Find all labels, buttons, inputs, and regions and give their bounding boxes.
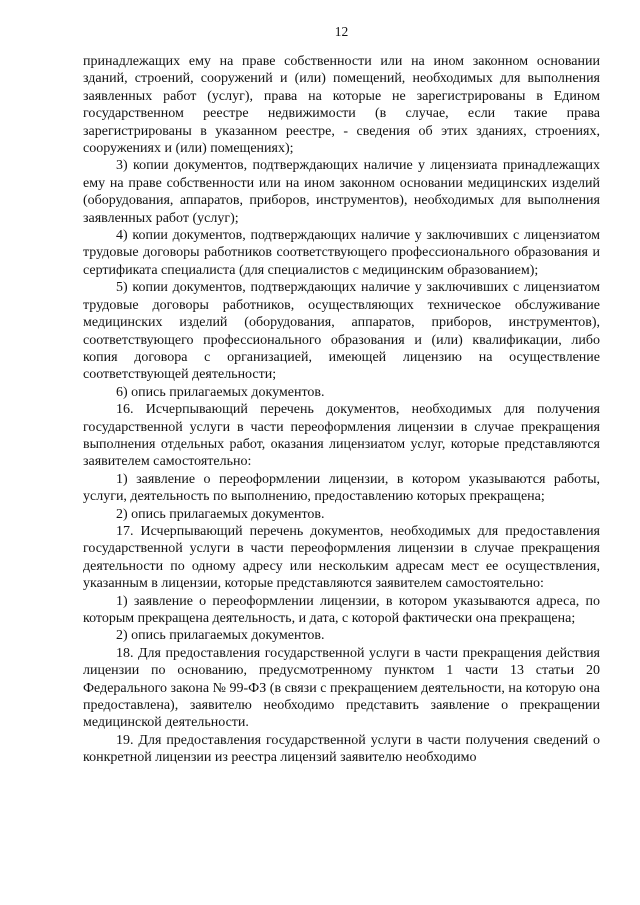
paragraph: 18. Для предоставления государственной услуги в части прекращения действия лицензии по основанию, предусмотренному пунктом 1 части 13 статьи 20 Федерального закона № 99-ФЗ (в связи с прекращением деятельности, на которую она предоставлена), заявителю необходимо представить заявление о прекращении медицинской деятельности.: [83, 645, 600, 731]
paragraph: 2) опись прилагаемых документов.: [116, 628, 325, 644]
document-body: [83, 53, 600, 767]
paragraph: 3) копии документов, подтверждающих наличие у лицензиата принадлежащих ему на праве собственности или на ином законном основании медицинских изделий (оборудования, аппаратов, приборов, инструментов), необходимых для выполнения заявленных работ (услуг);: [83, 158, 600, 226]
page-number: 12: [334, 24, 349, 39]
paragraph: 4) копии документов, подтверждающих наличие у заключивших с лицензиатом трудовые договоры работников соответствующего профессионального образования и сертификата специалиста (для специалистов с медицинским образованием);: [83, 228, 600, 278]
paragraph: принадлежащих ему на праве собственности или на ином законном основании зданий, строений, сооружений и (или) помещений, необходимых для выполнения заявленных работ (услуг), права на которые не зарегистрированы в Едином государственном реестре недвижимости (в случае, если такие права зарегистрированы в указанном реестре, - сведения об этих зданиях, строениях, сооружениях и (или) помещениях);: [83, 54, 600, 157]
paragraph: 1) заявление о переоформлении лицензии, в котором указываются адреса, по которым прекращена деятельность, и дата, с которой фактически она прекращена;: [83, 593, 600, 626]
paragraph: 2) опись прилагаемых документов.: [116, 506, 325, 522]
paragraph: 19. Для предоставления государственной услуги в части получения сведений о конкретной лицензии из реестра лицензий заявителю необходимо: [83, 732, 600, 766]
paragraph: 1) заявление о переоформлении лицензии, в котором указываются работы, услуги, деятельность по выполнению, предоставлению которых прекращена;: [83, 471, 600, 505]
paragraph: 17. Исчерпывающий перечень документов, необходимых для предоставления государственной услуги в части переоформления лицензии в случае прекращения деятельности по одному адресу или нескольким адресам мест ее осуществления, указанным в лицензии, которые представляются заявителем самостоятельно:: [83, 523, 600, 592]
paragraph: 16. Исчерпывающий перечень документов, необходимых для получения государственной услуги в части переоформления лицензии в случае прекращения выполнения отдельных работ, оказания лицензиатом услуг, которые представляются заявителем самостоятельно:: [83, 402, 600, 470]
paragraph: 5) копии документов, подтверждающих наличие у заключивших с лицензиатом трудовые договоры работников, осуществляющих техническое обслуживание медицинских изделий (оборудования, аппаратов, приборов, инструментов), соответствующего профессионального образования и (или) квалификации, либо копия договора с организацией, имеющей лицензию на осуществление соответствующей деятельности;: [83, 280, 600, 383]
paragraph: 6) опись прилагаемых документов.: [116, 384, 325, 400]
